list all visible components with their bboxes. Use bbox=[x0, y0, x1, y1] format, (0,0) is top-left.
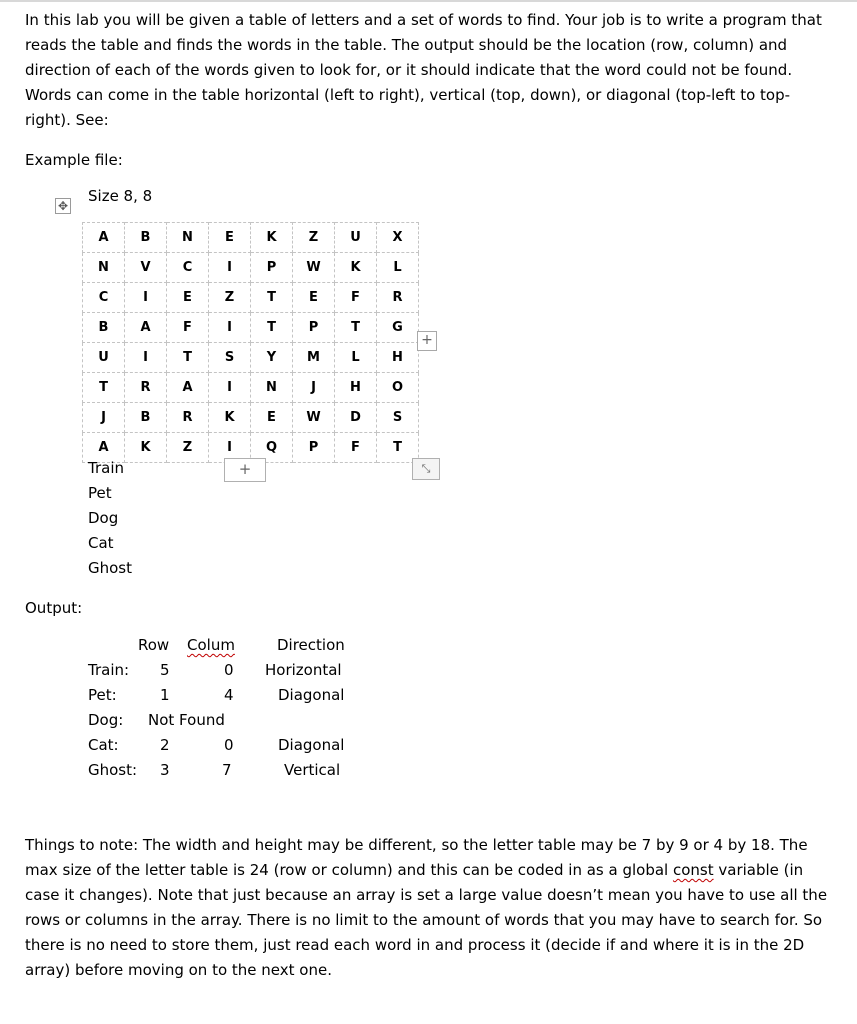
word-list-item: Train bbox=[88, 459, 124, 477]
output-row-value: 5 bbox=[160, 661, 170, 679]
grid-cell[interactable]: P bbox=[293, 433, 335, 463]
grid-cell[interactable]: Z bbox=[209, 283, 251, 313]
word-list-item: Ghost bbox=[88, 559, 133, 577]
grid-row bbox=[83, 373, 419, 403]
output-col-value: 4 bbox=[224, 686, 234, 704]
grid-cell[interactable]: A bbox=[83, 223, 125, 253]
grid-cell[interactable]: S bbox=[209, 343, 251, 373]
grid-cell[interactable]: N bbox=[167, 223, 209, 253]
output-direction: Diagonal bbox=[278, 736, 345, 754]
grid-cell[interactable]: L bbox=[335, 343, 377, 373]
grid-cell[interactable]: C bbox=[83, 283, 125, 313]
notes-text-part1: Things to note: The width and height may be different, so the letter table may be 7 by 9 or 4 by 18. The max size of the letter table is 24 (row or column) and this can be coded in as a global bbox=[25, 836, 808, 879]
grid-cell[interactable]: L bbox=[377, 253, 419, 283]
output-direction: Diagonal bbox=[278, 686, 345, 704]
grid-cell[interactable]: R bbox=[377, 283, 419, 313]
grid-cell[interactable]: R bbox=[125, 373, 167, 403]
notes-const-word: const bbox=[672, 861, 714, 879]
grid-cell[interactable]: S bbox=[377, 403, 419, 433]
grid-cell[interactable]: J bbox=[293, 373, 335, 403]
output-col-value: 0 bbox=[224, 661, 234, 679]
grid-cell[interactable]: E bbox=[209, 223, 251, 253]
grid-cell[interactable]: T bbox=[83, 373, 125, 403]
grid-cell[interactable]: K bbox=[251, 223, 293, 253]
grid-cell[interactable]: K bbox=[335, 253, 377, 283]
output-col-value: 7 bbox=[222, 761, 232, 779]
grid-cell[interactable]: P bbox=[293, 313, 335, 343]
grid-row bbox=[83, 313, 419, 343]
output-label: Output: bbox=[25, 599, 83, 617]
grid-cell[interactable]: N bbox=[251, 373, 293, 403]
grid-cell[interactable]: T bbox=[377, 433, 419, 463]
grid-cell[interactable]: Y bbox=[251, 343, 293, 373]
grid-cell[interactable]: R bbox=[167, 403, 209, 433]
output-row-value: 3 bbox=[160, 761, 170, 779]
grid-cell[interactable]: H bbox=[335, 373, 377, 403]
grid-cell[interactable]: Z bbox=[167, 433, 209, 463]
grid-cell[interactable]: A bbox=[167, 373, 209, 403]
grid-row bbox=[83, 253, 419, 283]
move-handle-icon[interactable]: ✥ bbox=[55, 198, 71, 214]
grid-cell[interactable]: Q bbox=[251, 433, 293, 463]
grid-cell[interactable]: T bbox=[251, 283, 293, 313]
output-direction: Vertical bbox=[284, 761, 341, 779]
grid-cell[interactable]: B bbox=[125, 403, 167, 433]
notes-text-part2: variable (in case it changes). Note that just because an array is set a large value doesn’t mean you have to use all the rows or columns in the array. There is no limit to the amount of words that you may have to search for. So there is no need to store them, just read each word in and process it (decide if and where it is in the 2D array) before moving on to the next one. bbox=[25, 861, 828, 979]
grid-cell[interactable]: I bbox=[209, 433, 251, 463]
output-not-found: Not Found bbox=[148, 711, 225, 729]
grid-cell[interactable]: F bbox=[167, 313, 209, 343]
grid-row bbox=[83, 223, 419, 253]
grid-cell[interactable]: U bbox=[335, 223, 377, 253]
grid-cell[interactable]: K bbox=[209, 403, 251, 433]
grid-cell[interactable]: A bbox=[125, 313, 167, 343]
word-list-item: Dog bbox=[88, 509, 119, 527]
grid-cell[interactable]: V bbox=[125, 253, 167, 283]
output-col-value: 0 bbox=[224, 736, 234, 754]
output-word: Train: bbox=[88, 661, 130, 679]
grid-cell[interactable]: T bbox=[167, 343, 209, 373]
grid-cell[interactable]: N bbox=[83, 253, 125, 283]
grid-cell[interactable]: D bbox=[335, 403, 377, 433]
grid-cell[interactable]: E bbox=[251, 403, 293, 433]
grid-size-label: Size 8, 8 bbox=[88, 187, 153, 205]
grid-cell[interactable]: A bbox=[83, 433, 125, 463]
output-row-value: 1 bbox=[160, 686, 170, 704]
add-column-plus-icon[interactable]: + bbox=[417, 331, 437, 351]
word-list-item: Cat bbox=[88, 534, 114, 552]
grid-cell[interactable]: X bbox=[377, 223, 419, 253]
table-resize-icon[interactable]: ⤡ bbox=[412, 458, 440, 480]
output-row-value: 2 bbox=[160, 736, 170, 754]
word-list bbox=[88, 456, 132, 581]
grid-cell[interactable]: K bbox=[125, 433, 167, 463]
grid-cell[interactable]: F bbox=[335, 433, 377, 463]
grid-cell[interactable]: I bbox=[125, 283, 167, 313]
intro-paragraph: In this lab you will be given a table of letters and a set of words to find. Your job is to write a program that reads the table and finds the words in the table. The output should be the location (row, column) and direction of each of the words given to look for, or it should indicate that the word could not be found. Words can come in the table horizontal (left to right), vertical (top, down), or diagonal (top-left to top-right). See: bbox=[25, 11, 822, 129]
output-word: Ghost: bbox=[88, 761, 138, 779]
grid-row bbox=[83, 403, 419, 433]
header-row: Row bbox=[138, 636, 170, 654]
grid-cell[interactable]: I bbox=[209, 313, 251, 343]
grid-cell[interactable]: M bbox=[293, 343, 335, 373]
word-list-item: Pet bbox=[88, 484, 112, 502]
output-word: Cat: bbox=[88, 736, 119, 754]
grid-cell[interactable]: T bbox=[335, 313, 377, 343]
grid-cell[interactable]: E bbox=[293, 283, 335, 313]
grid-cell[interactable]: G bbox=[377, 313, 419, 343]
grid-cell[interactable]: H bbox=[377, 343, 419, 373]
grid-cell[interactable]: Z bbox=[293, 223, 335, 253]
grid-cell[interactable]: E bbox=[167, 283, 209, 313]
grid-cell[interactable]: B bbox=[83, 313, 125, 343]
grid-cell[interactable]: B bbox=[125, 223, 167, 253]
add-row-plus-icon[interactable]: + bbox=[224, 458, 266, 482]
grid-cell[interactable]: W bbox=[293, 403, 335, 433]
grid-cell[interactable]: W bbox=[293, 253, 335, 283]
grid-cell[interactable]: I bbox=[209, 373, 251, 403]
grid-cell[interactable]: U bbox=[83, 343, 125, 373]
letter-grid-table bbox=[82, 222, 419, 463]
grid-cell[interactable]: T bbox=[251, 313, 293, 343]
grid-cell[interactable]: F bbox=[335, 283, 377, 313]
grid-cell[interactable]: J bbox=[83, 403, 125, 433]
header-column: Colum bbox=[187, 636, 235, 654]
grid-cell[interactable]: P bbox=[251, 253, 293, 283]
output-word: Pet: bbox=[88, 686, 117, 704]
page-top-border bbox=[0, 0, 857, 2]
output-direction: Horizontal bbox=[265, 661, 342, 679]
grid-cell[interactable]: I bbox=[125, 343, 167, 373]
output-results bbox=[0, 633, 400, 783]
header-direction: Direction bbox=[277, 636, 345, 654]
grid-row bbox=[83, 283, 419, 313]
example-file-label: Example file: bbox=[25, 151, 123, 169]
grid-cell[interactable]: C bbox=[167, 253, 209, 283]
grid-row bbox=[83, 343, 419, 373]
grid-cell[interactable]: I bbox=[209, 253, 251, 283]
notes-paragraph bbox=[25, 833, 835, 983]
output-word: Dog: bbox=[88, 711, 124, 729]
grid-cell[interactable]: O bbox=[377, 373, 419, 403]
